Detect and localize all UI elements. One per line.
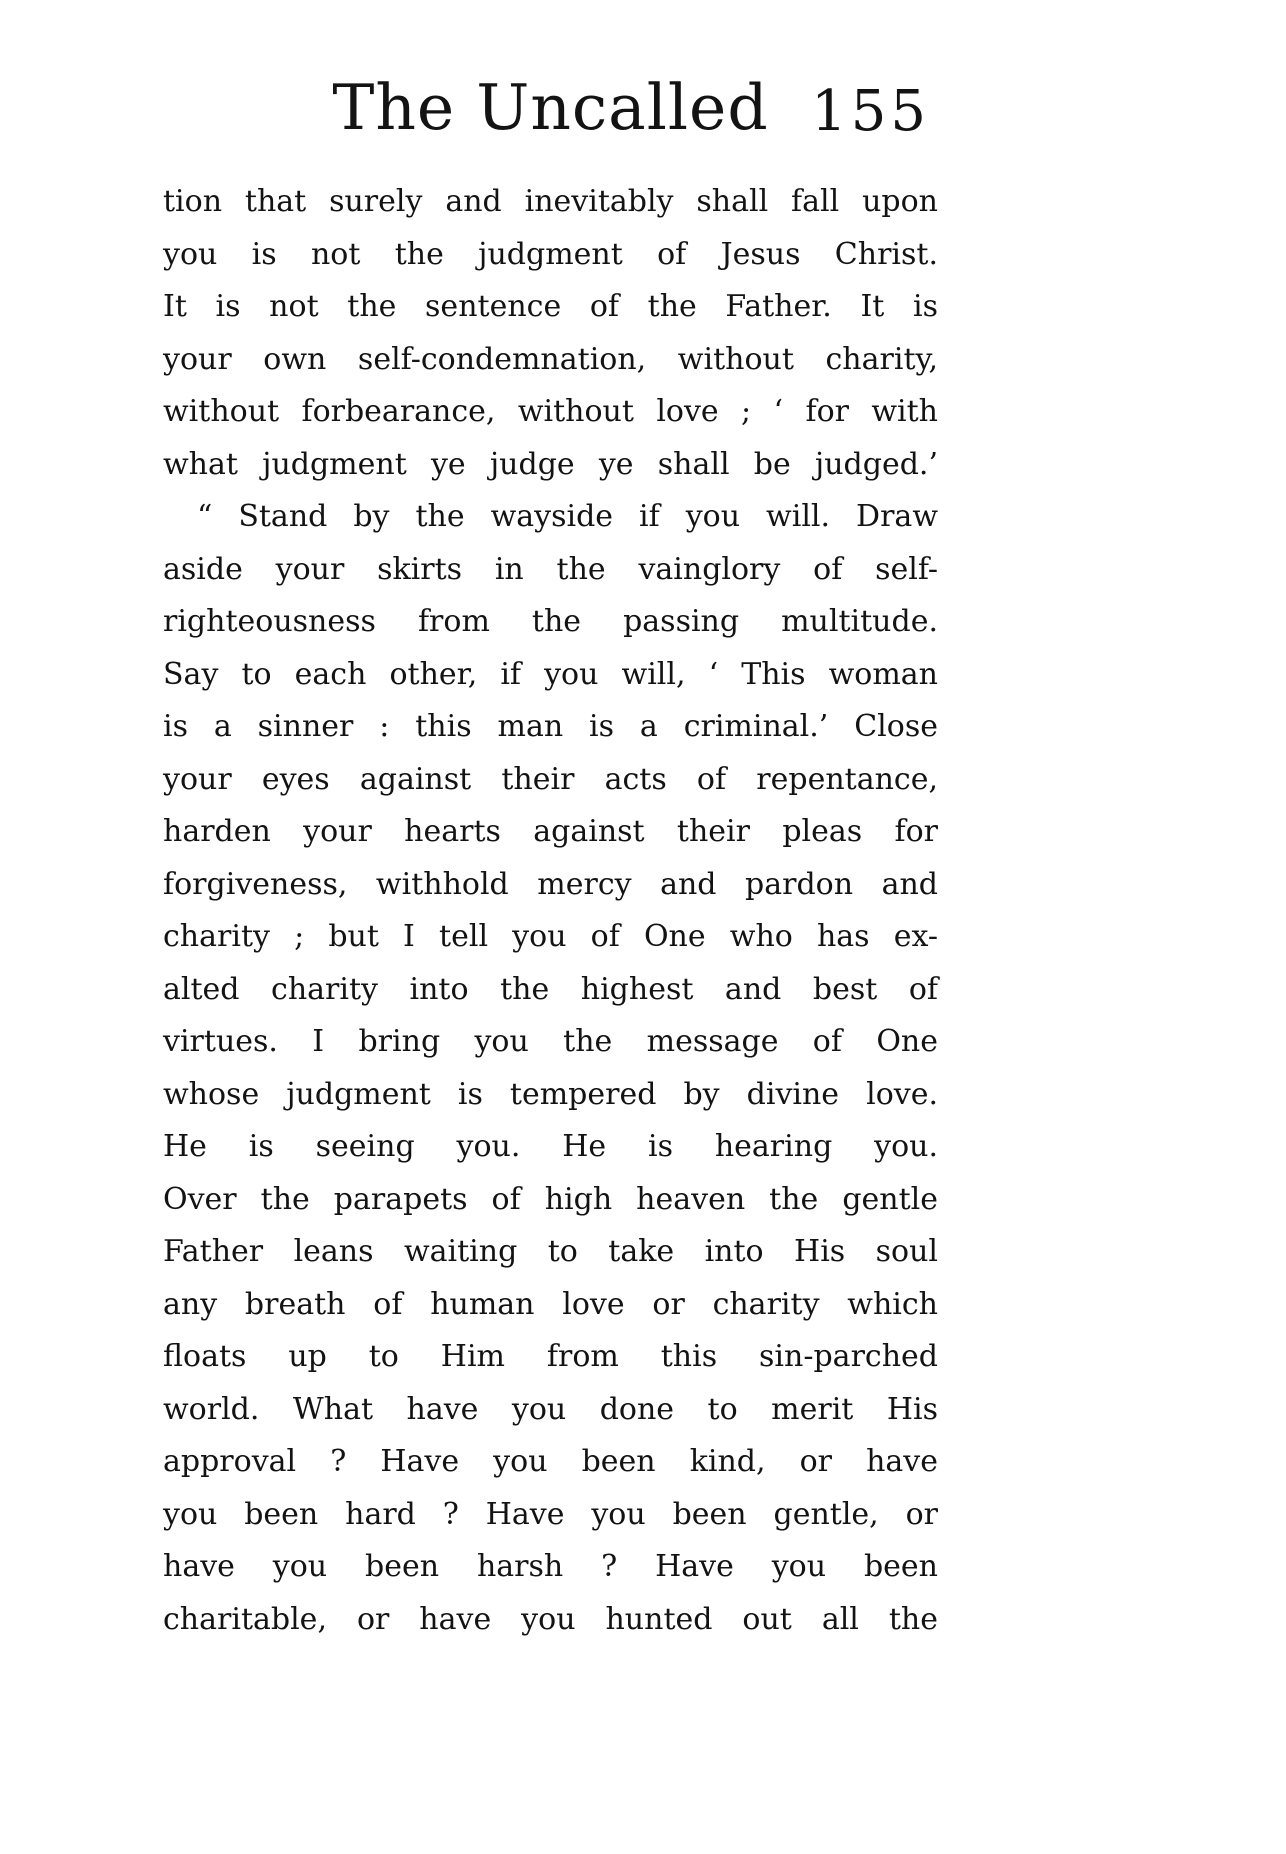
text-line: world. What have you done to merit His [163,1391,938,1427]
text-line: Say to each other, if you will, ‘ This woman [163,656,938,692]
text-line: alted charity into the highest and best of [163,971,938,1007]
text-line: your eyes against their acts of repentance, [163,761,938,797]
text-line: approval ? Have you been kind, or have [163,1444,938,1479]
text-line: tion that surely and inevitably shall fall upon [163,184,938,219]
page-number: 155 [811,79,930,144]
text-line: aside your skirts in the vainglory of self- [163,551,938,587]
text-line: forgiveness, withhold mercy and pardon and [163,866,938,902]
text-line: Over the parapets of high heaven the gentle [163,1181,938,1217]
text-line: you is not the judgment of Jesus Christ. [163,236,938,272]
text-line: floats up to Him from this sin-parched [163,1339,938,1374]
text-line: charity ; but I tell you of One who has ex- [163,919,938,954]
text-line: your own self-condemnation, without charity, [163,341,938,377]
text-line: “ Stand by the wayside if you will. Draw [197,499,938,534]
text-line: what judgment ye judge ye shall be judged.’ [163,446,938,482]
text-line: whose judgment is tempered by divine love. [163,1076,938,1112]
text-line: Father leans waiting to take into His soul [163,1234,938,1269]
page-header [163,58,938,158]
text-line: is a sinner : this man is a criminal.’ Close [163,709,938,744]
text-line: have you been harsh ? Have you been [163,1549,938,1584]
text-line: harden your hearts against their pleas for [163,814,938,849]
running-title: The Uncalled [332,71,769,144]
text-column [163,58,938,1646]
text-line: any breath of human love or charity which [163,1286,938,1322]
text-line: without forbearance, without love ; ‘ for with [163,394,938,429]
text-line: you been hard ? Have you been gentle, or [163,1496,938,1532]
page-body [163,176,938,1646]
text-line: virtues. I bring you the message of One [163,1024,938,1059]
text-line: He is seeing you. He is hearing you. [163,1129,938,1164]
text-line: righteousness from the passing multitude. [163,604,938,639]
text-line: charitable, or have you hunted out all the [163,1601,938,1637]
text-line: It is not the sentence of the Father. It is [163,289,938,324]
